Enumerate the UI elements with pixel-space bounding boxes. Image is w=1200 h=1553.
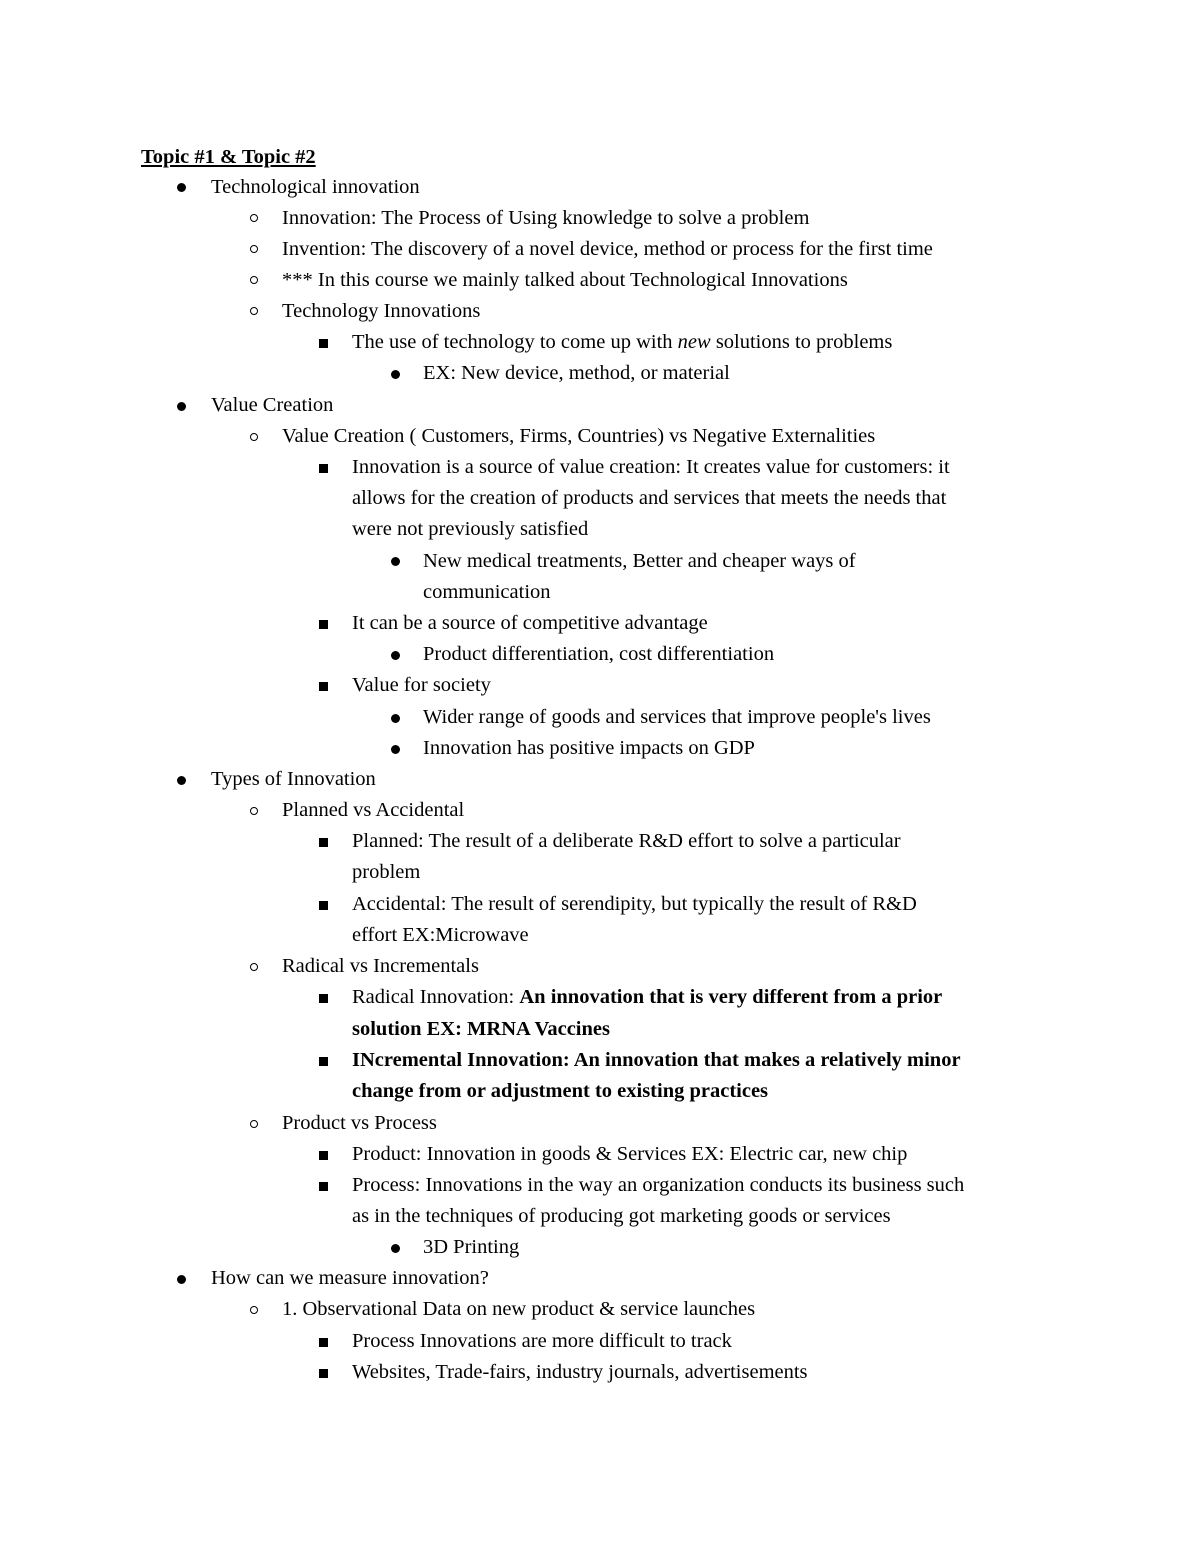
bullet-square-icon [319, 838, 328, 847]
bullet-dot-icon [177, 1275, 186, 1284]
list-item: Innovation is a source of value creation: It creates value for customers: it [352, 456, 950, 478]
bullet-circle-icon [250, 807, 258, 815]
bullet-circle-icon [250, 245, 258, 253]
list-item: 1. Observational Data on new product & service launches [282, 1298, 756, 1320]
list-item: Planned vs Accidental [282, 799, 465, 821]
bullet-dot-icon [391, 370, 400, 379]
bullet-square-icon [319, 620, 328, 629]
list-item: *** In this course we mainly talked about Technological Innovations [282, 269, 848, 291]
bullet-dot-icon [391, 745, 400, 754]
list-item: Invention: The discovery of a novel device, method or process for the first time [282, 238, 933, 260]
list-item: Technology Innovations [282, 300, 481, 322]
list-item: Value for society [352, 674, 491, 696]
list-item: Types of Innovation [211, 768, 376, 790]
list-item: Process Innovations are more difficult to track [352, 1330, 732, 1352]
bullet-square-icon [319, 901, 328, 910]
list-item: INcremental Innovation: An innovation that makes a relatively minor [352, 1049, 961, 1071]
list-item: Product: Innovation in goods & Services EX: Electric car, new chip [352, 1143, 908, 1165]
list-item-continuation: communication [423, 581, 551, 603]
list-item: New medical treatments, Better and cheaper ways of [423, 550, 856, 572]
list-item-continuation: as in the techniques of producing got marketing goods or services [352, 1205, 891, 1227]
list-item: Radical vs Incrementals [282, 955, 479, 977]
list-item: Planned: The result of a deliberate R&D effort to solve a particular [352, 830, 901, 852]
bullet-square-icon [319, 339, 328, 348]
list-item: Process: Innovations in the way an organization conducts its business such [352, 1174, 965, 1196]
list-item: Innovation: The Process of Using knowledge to solve a problem [282, 207, 810, 229]
bullet-circle-icon [250, 433, 258, 441]
bullet-dot-icon [391, 651, 400, 660]
bullet-square-icon [319, 1151, 328, 1160]
list-item: 3D Printing [423, 1236, 520, 1258]
list-item-continuation: solution EX: MRNA Vaccines [352, 1018, 610, 1040]
list-item: Accidental: The result of serendipity, but typically the result of R&D [352, 893, 917, 915]
list-item-continuation: were not previously satisfied [352, 518, 589, 540]
page-title: Topic #1 & Topic #2 [141, 146, 316, 168]
list-item-continuation: allows for the creation of products and services that meets the needs that [352, 487, 947, 509]
bullet-square-icon [319, 464, 328, 473]
list-item: The use of technology to come up with new solutions to problems [352, 331, 893, 353]
bullet-circle-icon [250, 1120, 258, 1128]
bullet-circle-icon [250, 307, 258, 315]
list-item: How can we measure innovation? [211, 1267, 489, 1289]
bullet-circle-icon [250, 1306, 258, 1314]
list-item: Value Creation [211, 394, 334, 416]
list-item: Technological innovation [211, 176, 420, 198]
bullet-square-icon [319, 1369, 328, 1378]
bullet-circle-icon [250, 963, 258, 971]
bullet-square-icon [319, 1182, 328, 1191]
bullet-square-icon [319, 1057, 328, 1066]
list-item: Websites, Trade-fairs, industry journals, advertisements [352, 1361, 808, 1383]
bullet-dot-icon [391, 714, 400, 723]
bullet-circle-icon [250, 214, 258, 222]
list-item: Wider range of goods and services that improve people's lives [423, 706, 931, 728]
bullet-square-icon [319, 1338, 328, 1347]
bullet-dot-icon [177, 402, 186, 411]
bullet-circle-icon [250, 276, 258, 284]
list-item-continuation: change from or adjustment to existing practices [352, 1080, 769, 1102]
list-item: Innovation has positive impacts on GDP [423, 737, 755, 759]
list-item: It can be a source of competitive advantage [352, 612, 708, 634]
bullet-square-icon [319, 994, 328, 1003]
bullet-dot-icon [177, 183, 186, 192]
list-item: EX: New device, method, or material [423, 362, 730, 384]
list-item: Value Creation ( Customers, Firms, Countries) vs Negative Externalities [282, 425, 876, 447]
list-item: Product vs Process [282, 1112, 437, 1134]
list-item: Radical Innovation: An innovation that is very different from a prior [352, 986, 943, 1008]
list-item-continuation: effort EX:Microwave [352, 924, 529, 946]
bullet-dot-icon [177, 776, 186, 785]
bullet-square-icon [319, 682, 328, 691]
list-item-continuation: problem [352, 861, 421, 883]
list-item: Product differentiation, cost differentiation [423, 643, 775, 665]
bullet-dot-icon [391, 1244, 400, 1253]
bullet-dot-icon [391, 557, 400, 566]
